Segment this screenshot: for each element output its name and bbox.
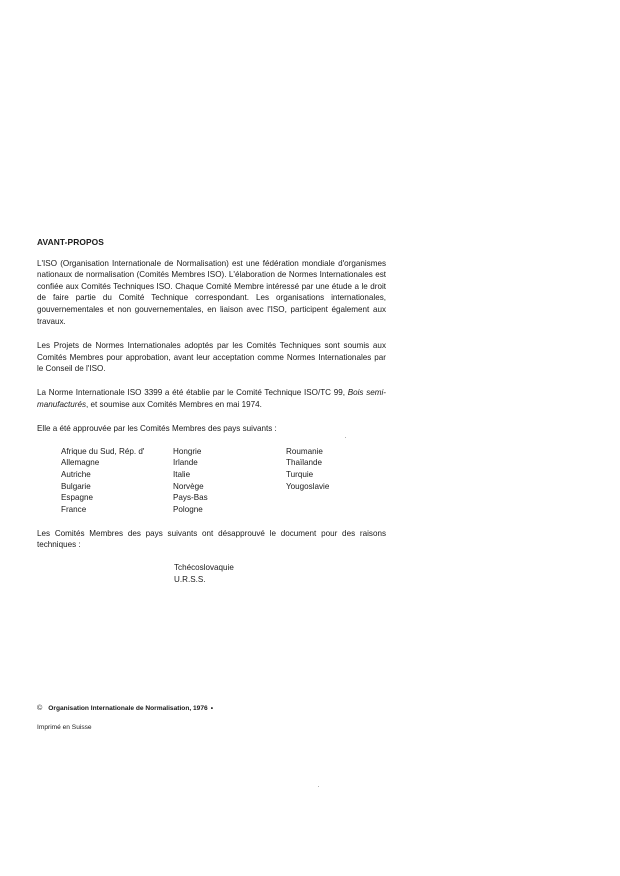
country-item: Roumanie [286,446,323,456]
approving-countries [37,446,386,516]
paragraph-standard-origin [37,387,386,410]
foreword-section [37,237,386,585]
committee-title: Bois semi-manufacturés [37,387,386,409]
copyright-line [37,703,213,713]
approval-intro: Elle a été approuvée par les Comités Membres des pays suivants : [37,424,277,434]
paragraph-iso-intro: L'ISO (Organisation Internationale de Normalisation) est une fédération mondiale d'organismes nationaux de normalisation (Comités Membres ISO). L'élaboration de Normes Internationales est confiée aux Comités Techniques ISO. Chaque Comité Membre intéressé par une étude a le droit de faire partie du Comité Technique correspondant. Les organisations internationales, gouvernementales et non gouvernementales, en liaison avec l'ISO, participent également aux travaux. [37,258,386,326]
disapproval-intro: Les Comités Membres des pays suivants ont désapprouvé le document pour des raisons techniques : [37,528,386,550]
country-item: France [61,504,87,514]
country-item: Afrique du Sud, Rép. d' [61,446,145,456]
standard-origin-text-end: , et soumise aux Comités Membres en mai 1974. [86,399,262,409]
country-item: Tchécoslovaquie [174,562,234,572]
bullet-mark: • [210,705,213,712]
page-footer [37,703,213,732]
country-item: Autriche [61,469,91,479]
country-item: Allemagne [61,458,100,468]
printed-in: Imprimé en Suisse [37,724,92,731]
approving-countries-column-1 [61,446,144,516]
approving-countries-column-2 [173,446,208,516]
country-item: Norvège [173,481,204,491]
country-item: Pologne [173,504,203,514]
country-item: Italie [173,469,191,479]
paragraph-approval-process: Les Projets de Normes Internationales adoptés par les Comités Techniques sont soumis aux Comités Membres pour approbation, avant leur acceptation comme Normes Internationales par le Conseil de l'ISO. [37,341,386,374]
foreword-heading: AVANT-PROPOS [37,237,104,247]
country-item: Irlande [173,458,198,468]
country-item: Thaïlande [286,458,322,468]
country-item: Bulgarie [61,481,91,491]
country-item: Yougoslavie [286,481,330,491]
disapproving-countries [37,562,386,585]
country-item: Hongrie [173,446,202,456]
country-item: U.R.S.S. [174,574,206,584]
copyright-symbol: © [37,703,43,712]
country-item: Pays-Bas [173,493,208,503]
scan-speck [318,786,319,787]
country-item: Espagne [61,493,93,503]
country-item: Turquie [286,469,314,479]
approving-countries-column-3 [286,446,329,492]
standard-origin-text-start: La Norme Internationale ISO 3399 a été établie par le Comité Technique ISO/TC 99, [37,387,348,397]
copyright-text: Organisation Internationale de Normalisation, 1976 [48,705,208,712]
scan-speck [345,437,346,438]
